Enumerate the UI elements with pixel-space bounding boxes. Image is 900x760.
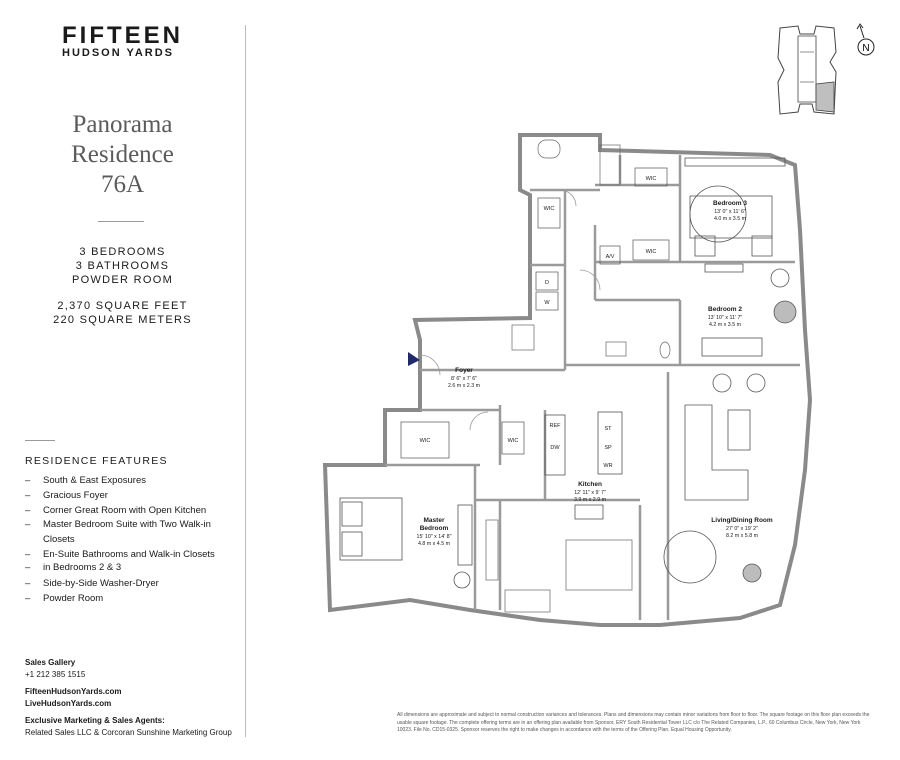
bedroom3-dim-imperial: 13' 0" x 11' 6": [714, 209, 746, 215]
sales-gallery-label: Sales Gallery: [25, 658, 76, 667]
residence-title-line1: Panorama: [72, 111, 173, 138]
agents-names: Related Sales LLC & Corcoran Sunshine Marketing Group: [25, 728, 232, 737]
compass-north-letter: N: [862, 43, 870, 54]
title-divider: [98, 221, 144, 222]
bedroom3-label: Bedroom 3: [713, 200, 747, 207]
bedroom2-dim-imperial: 13' 10" x 11' 7": [707, 315, 743, 321]
feature-item: – South & East Exposures: [25, 474, 245, 489]
brand-subtitle: HUDSON YARDS: [62, 47, 175, 59]
spec-square-feet: 2,370 SQUARE FEET: [57, 300, 188, 312]
master-bedroom-dim-metric: 4.8 m x 4.5 m: [417, 541, 451, 547]
residence-title-line2: Residence: [71, 141, 174, 168]
brand-logo: FIFTEEN: [62, 22, 183, 49]
website-link-fifteen[interactable]: FifteenHudsonYards.com: [25, 687, 122, 696]
bedroom3-furniture: [685, 158, 785, 256]
feature-item: – Corner Great Room with Open Kitchen: [25, 504, 245, 519]
door-swings: [420, 190, 600, 430]
spec-square-meters: 220 SQUARE METERS: [53, 314, 192, 326]
wic-label-bedroom3: WIC: [645, 176, 657, 182]
bathroom-fixtures: [486, 140, 670, 612]
key-plan-highlight: [816, 82, 834, 112]
wic-label-upper: WIC: [543, 206, 555, 212]
foyer-dim-imperial: 8' 6" x 7' 6": [450, 376, 478, 382]
kitchen-dim-metric: 3.9 m x 2.9 m: [573, 497, 607, 503]
refrigerator-label: REF: [549, 423, 561, 429]
agents-label: Exclusive Marketing & Sales Agents:: [25, 716, 165, 725]
av-closet-label: A/V: [605, 254, 615, 260]
bedroom2-label: Bedroom 2: [708, 306, 742, 313]
feature-item: – Side-by-Side Washer-Dryer: [25, 577, 245, 592]
bedroom3-dim-metric: 4.0 m x 3.5 m: [713, 216, 747, 222]
bedroom2-dim-metric: 4.2 m x 3.5 m: [708, 322, 742, 328]
dishwasher-label: DW: [550, 445, 560, 451]
residence-title-unit: 76A: [100, 171, 145, 198]
wic-label-hall: WIC: [645, 249, 657, 255]
spec-bedrooms: 3 BEDROOMS: [79, 246, 166, 258]
master-bedroom-furniture: [340, 498, 472, 588]
key-plan: [770, 22, 842, 118]
living-room-furniture: [664, 374, 765, 583]
wic-label-master-1: WIC: [419, 438, 431, 444]
wic-label-master-2: WIC: [507, 438, 519, 444]
sidebar: [0, 0, 245, 760]
master-bedroom-dim-imperial: 15' 10" x 14' 8": [416, 534, 452, 540]
features-divider: [25, 440, 55, 441]
features-heading: RESIDENCE FEATURES: [25, 455, 168, 467]
legal-disclaimer: All dimensions are approximate and subject to normal construction variances and tolerances. Plans and dimensions may contain minor variations from floor to floor. The square footage on this floor plan exceeds the usable square footage. The complete offering terms are in an offering plan available from Sponsor, ERY South Residential Tower LLC c/o The Related Companies, L.P., 60 Columbus Circle, New York, New York 10023. File No. CD15-0325. Sponsor reserves the right to make changes in accordance with the terms of the Offering Plan. Equal Housing Opportunity.: [397, 712, 870, 734]
feature-item-continuation: – in Bedrooms 2 & 3: [25, 561, 245, 574]
kitchen-label: Kitchen: [578, 481, 602, 488]
stove-label: ST: [604, 426, 612, 432]
living-dining-dim-imperial: 27' 0" x 19' 2": [726, 526, 758, 532]
foyer-dim-metric: 2.6 m x 2.3 m: [447, 383, 481, 389]
wine-refrigerator-label: WR: [603, 463, 613, 469]
washer-label: W: [544, 300, 550, 306]
features-list: [25, 474, 245, 607]
dryer-label: D: [545, 280, 549, 286]
sales-phone[interactable]: +1 212 385 1515: [25, 670, 86, 679]
floor-plan: [300, 120, 860, 640]
compass: [850, 22, 878, 62]
living-dining-label: Living/Dining Room: [711, 517, 773, 524]
foyer-label: Foyer: [455, 367, 473, 374]
sink-label: SP: [604, 445, 612, 451]
website-link-live[interactable]: LiveHudsonYards.com: [25, 699, 112, 708]
spec-powder: POWDER ROOM: [71, 274, 174, 286]
master-bedroom-label-1: Master: [423, 517, 445, 524]
feature-item: – Powder Room: [25, 592, 245, 607]
feature-item: – Gracious Foyer: [25, 489, 245, 504]
living-dining-dim-metric: 8.2 m x 5.8 m: [725, 533, 759, 539]
kitchen-dim-imperial: 12' 11" x 9' 7": [574, 490, 606, 496]
vertical-divider: [245, 25, 246, 737]
master-bedroom-label-2: Bedroom: [419, 525, 449, 532]
spec-bathrooms: 3 BATHROOMS: [75, 260, 170, 272]
feature-item: – Master Bedroom Suite with Two Walk-in Closets: [25, 518, 245, 548]
feature-item: – En-Suite Bathrooms and Walk-in Closets: [25, 548, 245, 561]
